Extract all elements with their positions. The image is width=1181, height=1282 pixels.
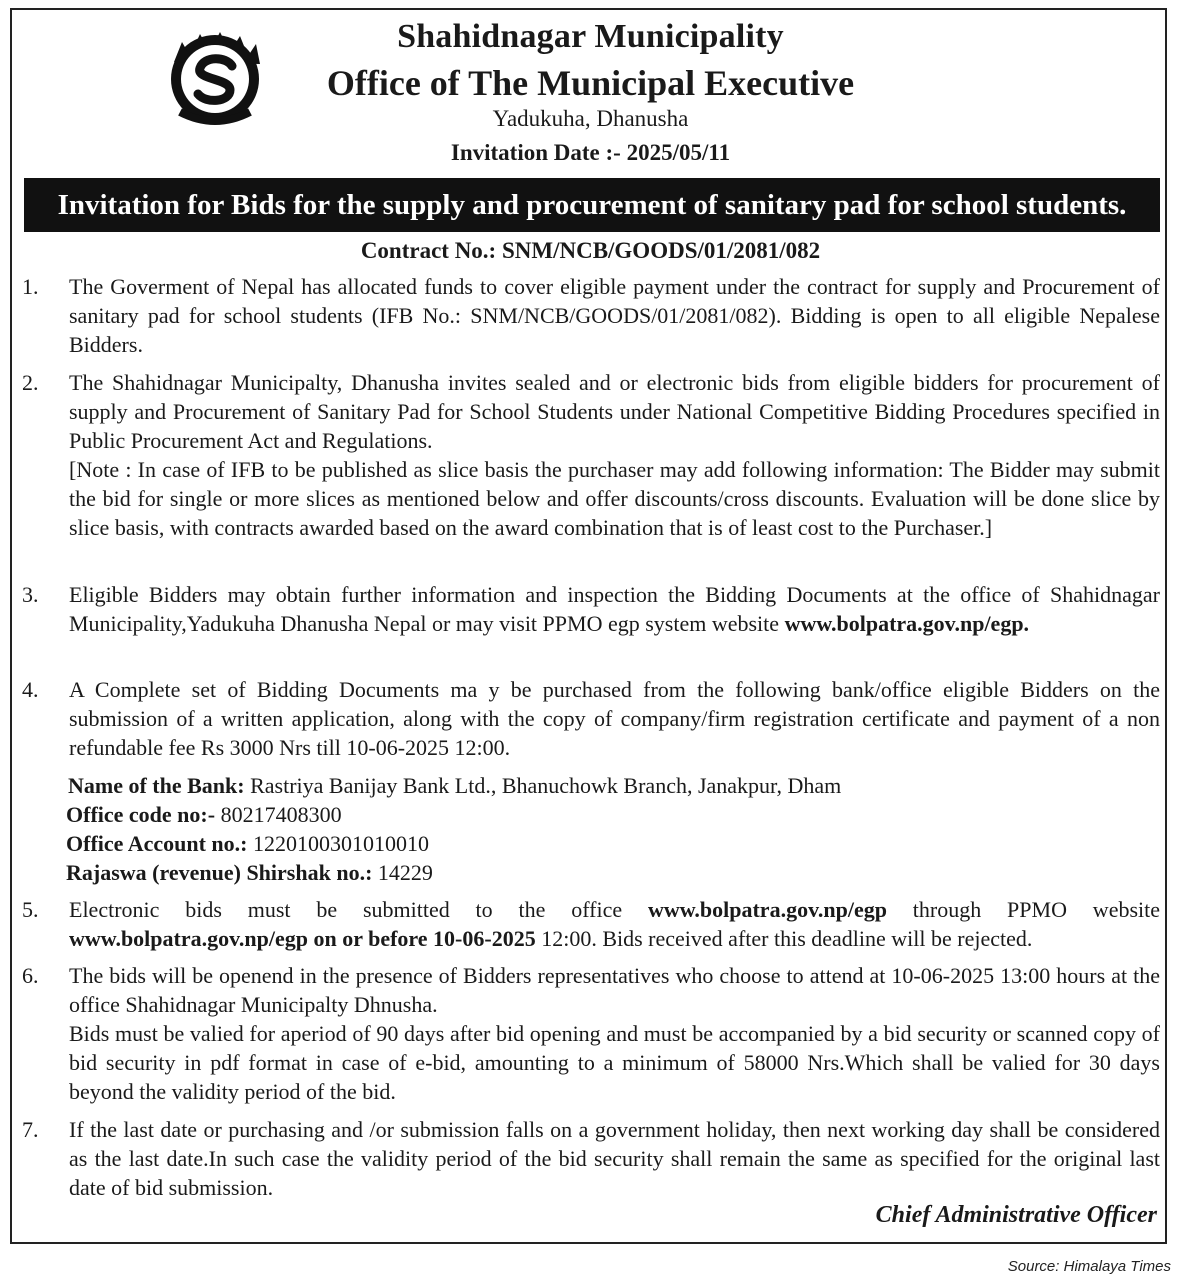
deadline-text: www.bolpatra.gov.np/egp on or before 10-06-2025 <box>69 926 536 951</box>
list-item-3: 3. Eligible Bidders may obtain further information and inspection the Bidding Documents at the office of Shahidnagar Municipality,Yadukuha Dhanusha Nepal or may visit PPMO egp system website www.bolpatra.gov.np/egp. <box>22 582 1160 636</box>
list-item-6: 6. The bids will be openend in the presence of Bidders representatives who choose to attend at 10-06-2025 13:00 hours at the office Shahidnagar Municipalty Dhnusha. Bids must be valied for aperiod of 90 days after bid opening and must be accompanied by a bid security or scanned copy of bid security in pdf format in case of e-bid, amounting to a minimum of 58000 Nrs.Which shall be valied for 30 days beyond the validity period of the bid. <box>22 963 1160 1104</box>
list-item-4: 4. A Complete set of Bidding Documents ma y be purchased from the following bank/office eligible Bidders on the submission of a written application, along with the copy of company/firm registration certificate and payment of a non refundable fee Rs 3000 Nrs till 10-06-2025 12:00. <box>22 677 1160 760</box>
office-code-line: Office code no:- 80217408300 <box>66 802 342 827</box>
notice-banner: Invitation for Bids for the supply and procurement of sanitary pad for school students. <box>24 178 1160 232</box>
revenue-line: Rajaswa (revenue) Shirshak no.: 14229 <box>66 860 433 885</box>
list-item-5: 5. Electronic bids must be submitted to the office www.bolpatra.gov.np/egp through PPMO website www.bolpatra.gov.np/egp on or before 10-06-2025 12:00. Bids received after this deadline will be rejected. <box>22 897 1161 951</box>
note-text: [Note : In case of IFB to be published as slice basis the purchaser may add following information: The Bidder may submit the bid for single or more slices as mentioned below and offer discounts/cross discounts. Evaluation will be done slice by slice basis, with contracts awarded based on the award combination that is of least cost to the Purchaser.] <box>69 457 1160 540</box>
address: Yadukuha, Dhanusha <box>492 106 689 131</box>
bolpatra-link[interactable]: www.bolpatra.gov.np/egp <box>647 897 887 922</box>
bolpatra-link[interactable]: www.bolpatra.gov.np/egp. <box>784 611 1030 636</box>
municipality-name: Shahidnagar Municipality <box>397 18 784 55</box>
signature: Chief Administrative Officer <box>875 1202 1157 1228</box>
invitation-date: Invitation Date :- 2025/05/11 <box>450 140 731 165</box>
office-title: Office of The Municipal Executive <box>326 63 855 103</box>
source-credit: Source: Himalaya Times <box>1007 1258 1171 1275</box>
list-item-7: 7. If the last date or purchasing and /or submission falls on a government holiday, then next working day shall be considered as the last date.In such case the validity period of the bid security shall remain the same as specified for the original last date of bid submission. <box>22 1117 1160 1200</box>
bank-name-line: Name of the Bank: Rastriya Banijay Bank Ltd., Bhanuchowk Branch, Janakpur, Dham <box>68 773 842 798</box>
list-item-1: 1. The Goverment of Nepal has allocated funds to cover eligible payment under the contract for supply and Procurement of sanitary pad for school students (IFB No.: SNM/NCB/GOODS/01/2081/082). Bidding is open to all eligible Nepalese Bidders. <box>22 274 1160 357</box>
contract-number: Contract No.: SNM/NCB/GOODS/01/2081/082 <box>360 238 821 263</box>
account-line: Office Account no.: 1220100301010010 <box>66 831 429 856</box>
list-item-2: 2. The Shahidnagar Municipalty, Dhanusha invites sealed and or electronic bids from eligible bidders for procurement of supply and Procurement of Sanitary Pad for School Students under National Competitive Bidding Procedures specified in Public Procurement Act and Regulations. [Note : In case of IFB to be published as slice basis the purchaser may add following information: The Bidder may submit the bid for single or more slices as mentioned below and offer discounts/cross discounts. Evaluation will be done slice by slice basis, with contracts awarded based on the award combination that is of least cost to the Purchaser.] <box>22 370 1160 540</box>
